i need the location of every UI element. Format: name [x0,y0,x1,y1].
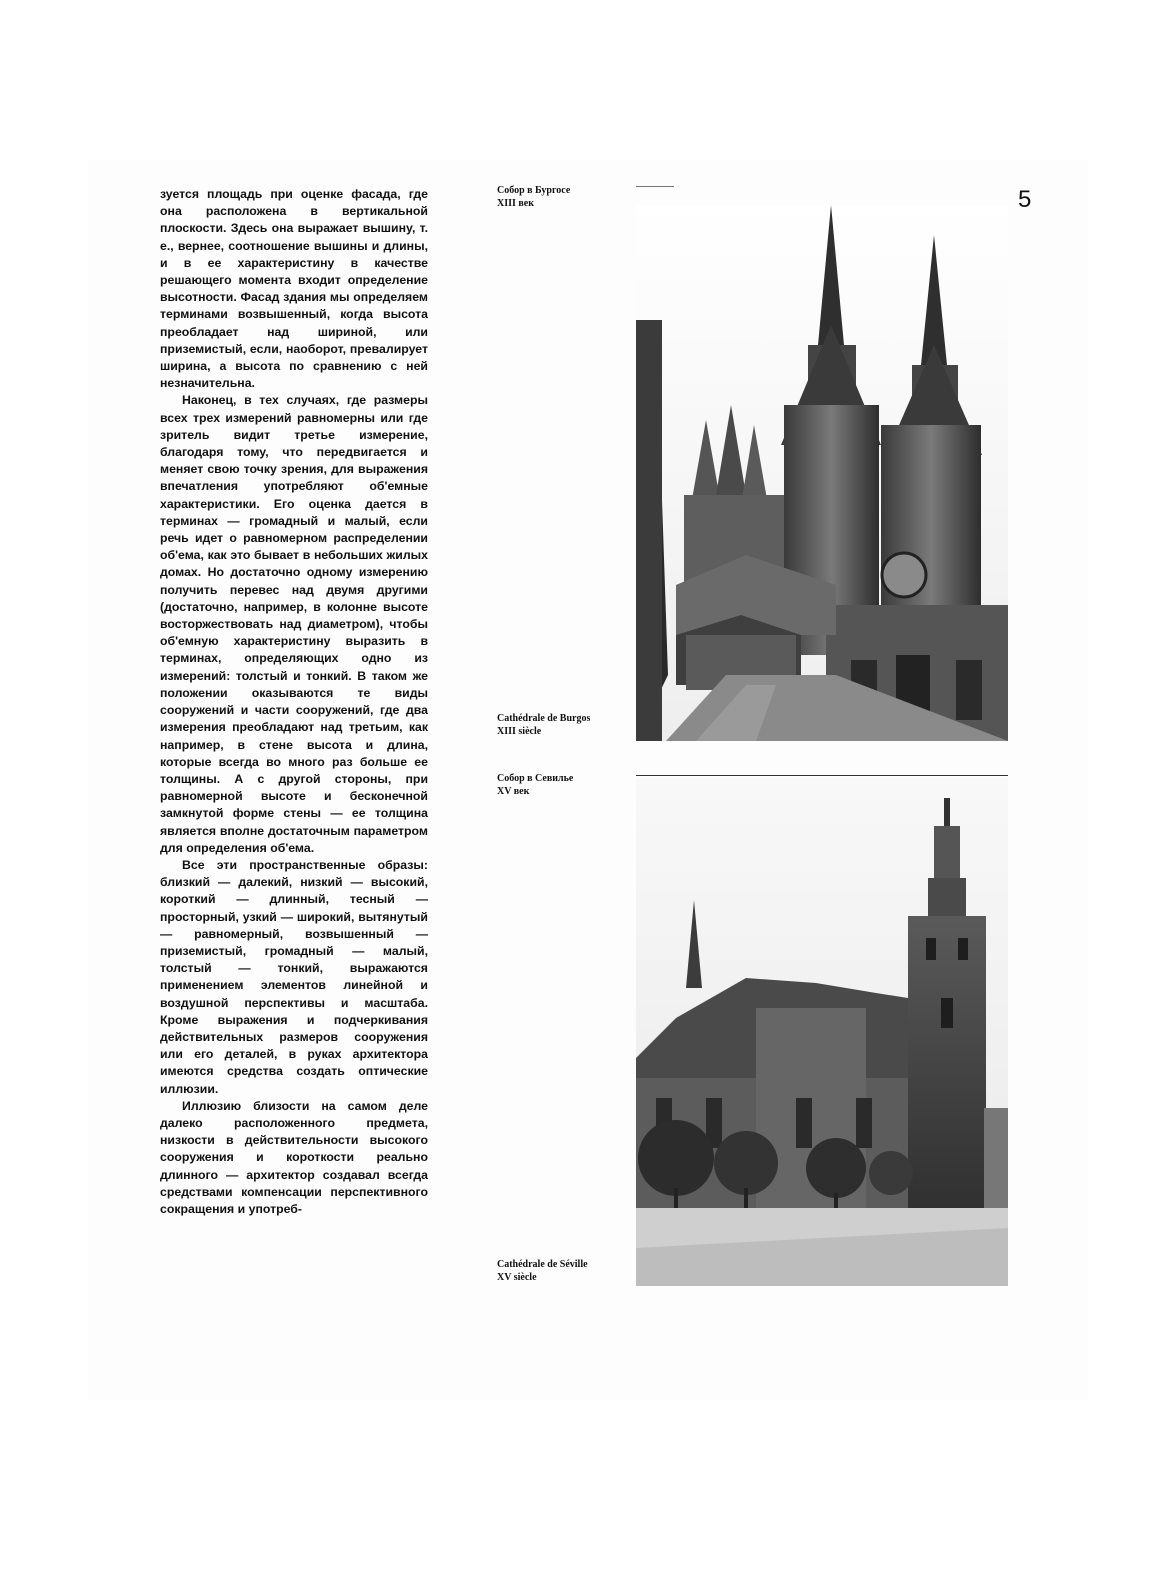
paragraph-1: зуется площадь при оценке фасада, где она расположена в вертикальной плоскости. Здесь она выражает вышину, т. е., вернее, соотношение вышины и длины, и в ее характеристину в качестве решающего момента входит определение высотности. Фасад здания мы определяем терминами возвышенный, когда высота преобладает над шириной, или приземистый, если, наоборот, превалирует ширина, а высота по сравнению с ней незначительна. [160,187,428,391]
figure-1-top-mark [636,186,674,187]
burgos-cathedral-illustration [636,205,1008,741]
figure-2-caption-fr-century: XV siècle [497,1272,537,1283]
figure-1-caption-ru-title: Собор в Бургосе [497,185,571,196]
figure-1-caption-fr-century: XIII siècle [497,726,542,737]
figure-2-caption-fr [497,1258,588,1284]
paragraph-4: Иллюзию близости на самом деле далеко расположенного предмета, низкости в действительности высокого сооружения и короткости реально длинного — архитектор создавал всегда средствами компенсации перспективного сокращения и употреб- [160,1098,428,1216]
body-text-column [160,186,428,1218]
paragraph-3: Все эти пространственные образы: близкий — далекий, низкий — высокий, короткий — длинный, тесный — просторный, узкий — широкий, вытянутый — равномерный, возвышенный — приземистый, громадный — малый, толстый — тонкий, выражаются применением элементов линейной и воздушной перспективы и масштаба. Кроме выражения и подчеркивания действительных размеров сооружения или его деталей, в руках архитектора имеются средства создать оптические иллюзии. [160,857,428,1096]
figure-2-caption-ru-title: Собор в Севилье [497,773,574,784]
figure-2-top-rule [636,775,1008,776]
figure-1-caption-ru [497,184,570,210]
figure-1-caption-ru-century: XIII век [497,198,534,209]
paragraph-2: Наконец, в тех случаях, где размеры всех трех измерений равномерны или где зритель видит третье измерение, благодаря тому, что передвигается и меняет свою точку зрения, для выражения впечатления употребляют об'емные характеристики. Его оценка дается в терминах — громадный и малый, если речь идет о равномерном распределении об'ема, как это бывает в небольших жилых домах. Но достаточно одному измерению получить перевес над двумя другими (достаточно, например, в колонне высоте восторжествовать над диаметром), чтобы об'емную характеристину выразить в терминах, определяющих одно из измерений: толстый и тонкий. В таком же положении оказываются те виды сооружений и части сооружений, где два измерения преобладают над третьим, как например, в стене высота и длина, которые всегда во много раз больше ее толщины. А с другой стороны, при равномерной высоте и бесконечной замкнутой форме стены — ее толщина является вполне достаточным параметром для определения об'ема. [160,393,428,855]
figure-2-caption-ru [497,772,573,798]
figure-2-photo-seville-cathedral [636,778,1008,1286]
figure-1-photo-burgos-cathedral [636,205,1008,741]
page-number: 5 [1018,186,1032,213]
figure-1-caption-fr-title: Cathédrale de Burgos [497,713,591,724]
figure-2-caption-fr-title: Cathédrale de Séville [497,1259,588,1270]
seville-cathedral-illustration [636,778,1008,1286]
figure-1-caption-fr [497,712,590,738]
figure-2-caption-ru-century: XV век [497,786,530,797]
